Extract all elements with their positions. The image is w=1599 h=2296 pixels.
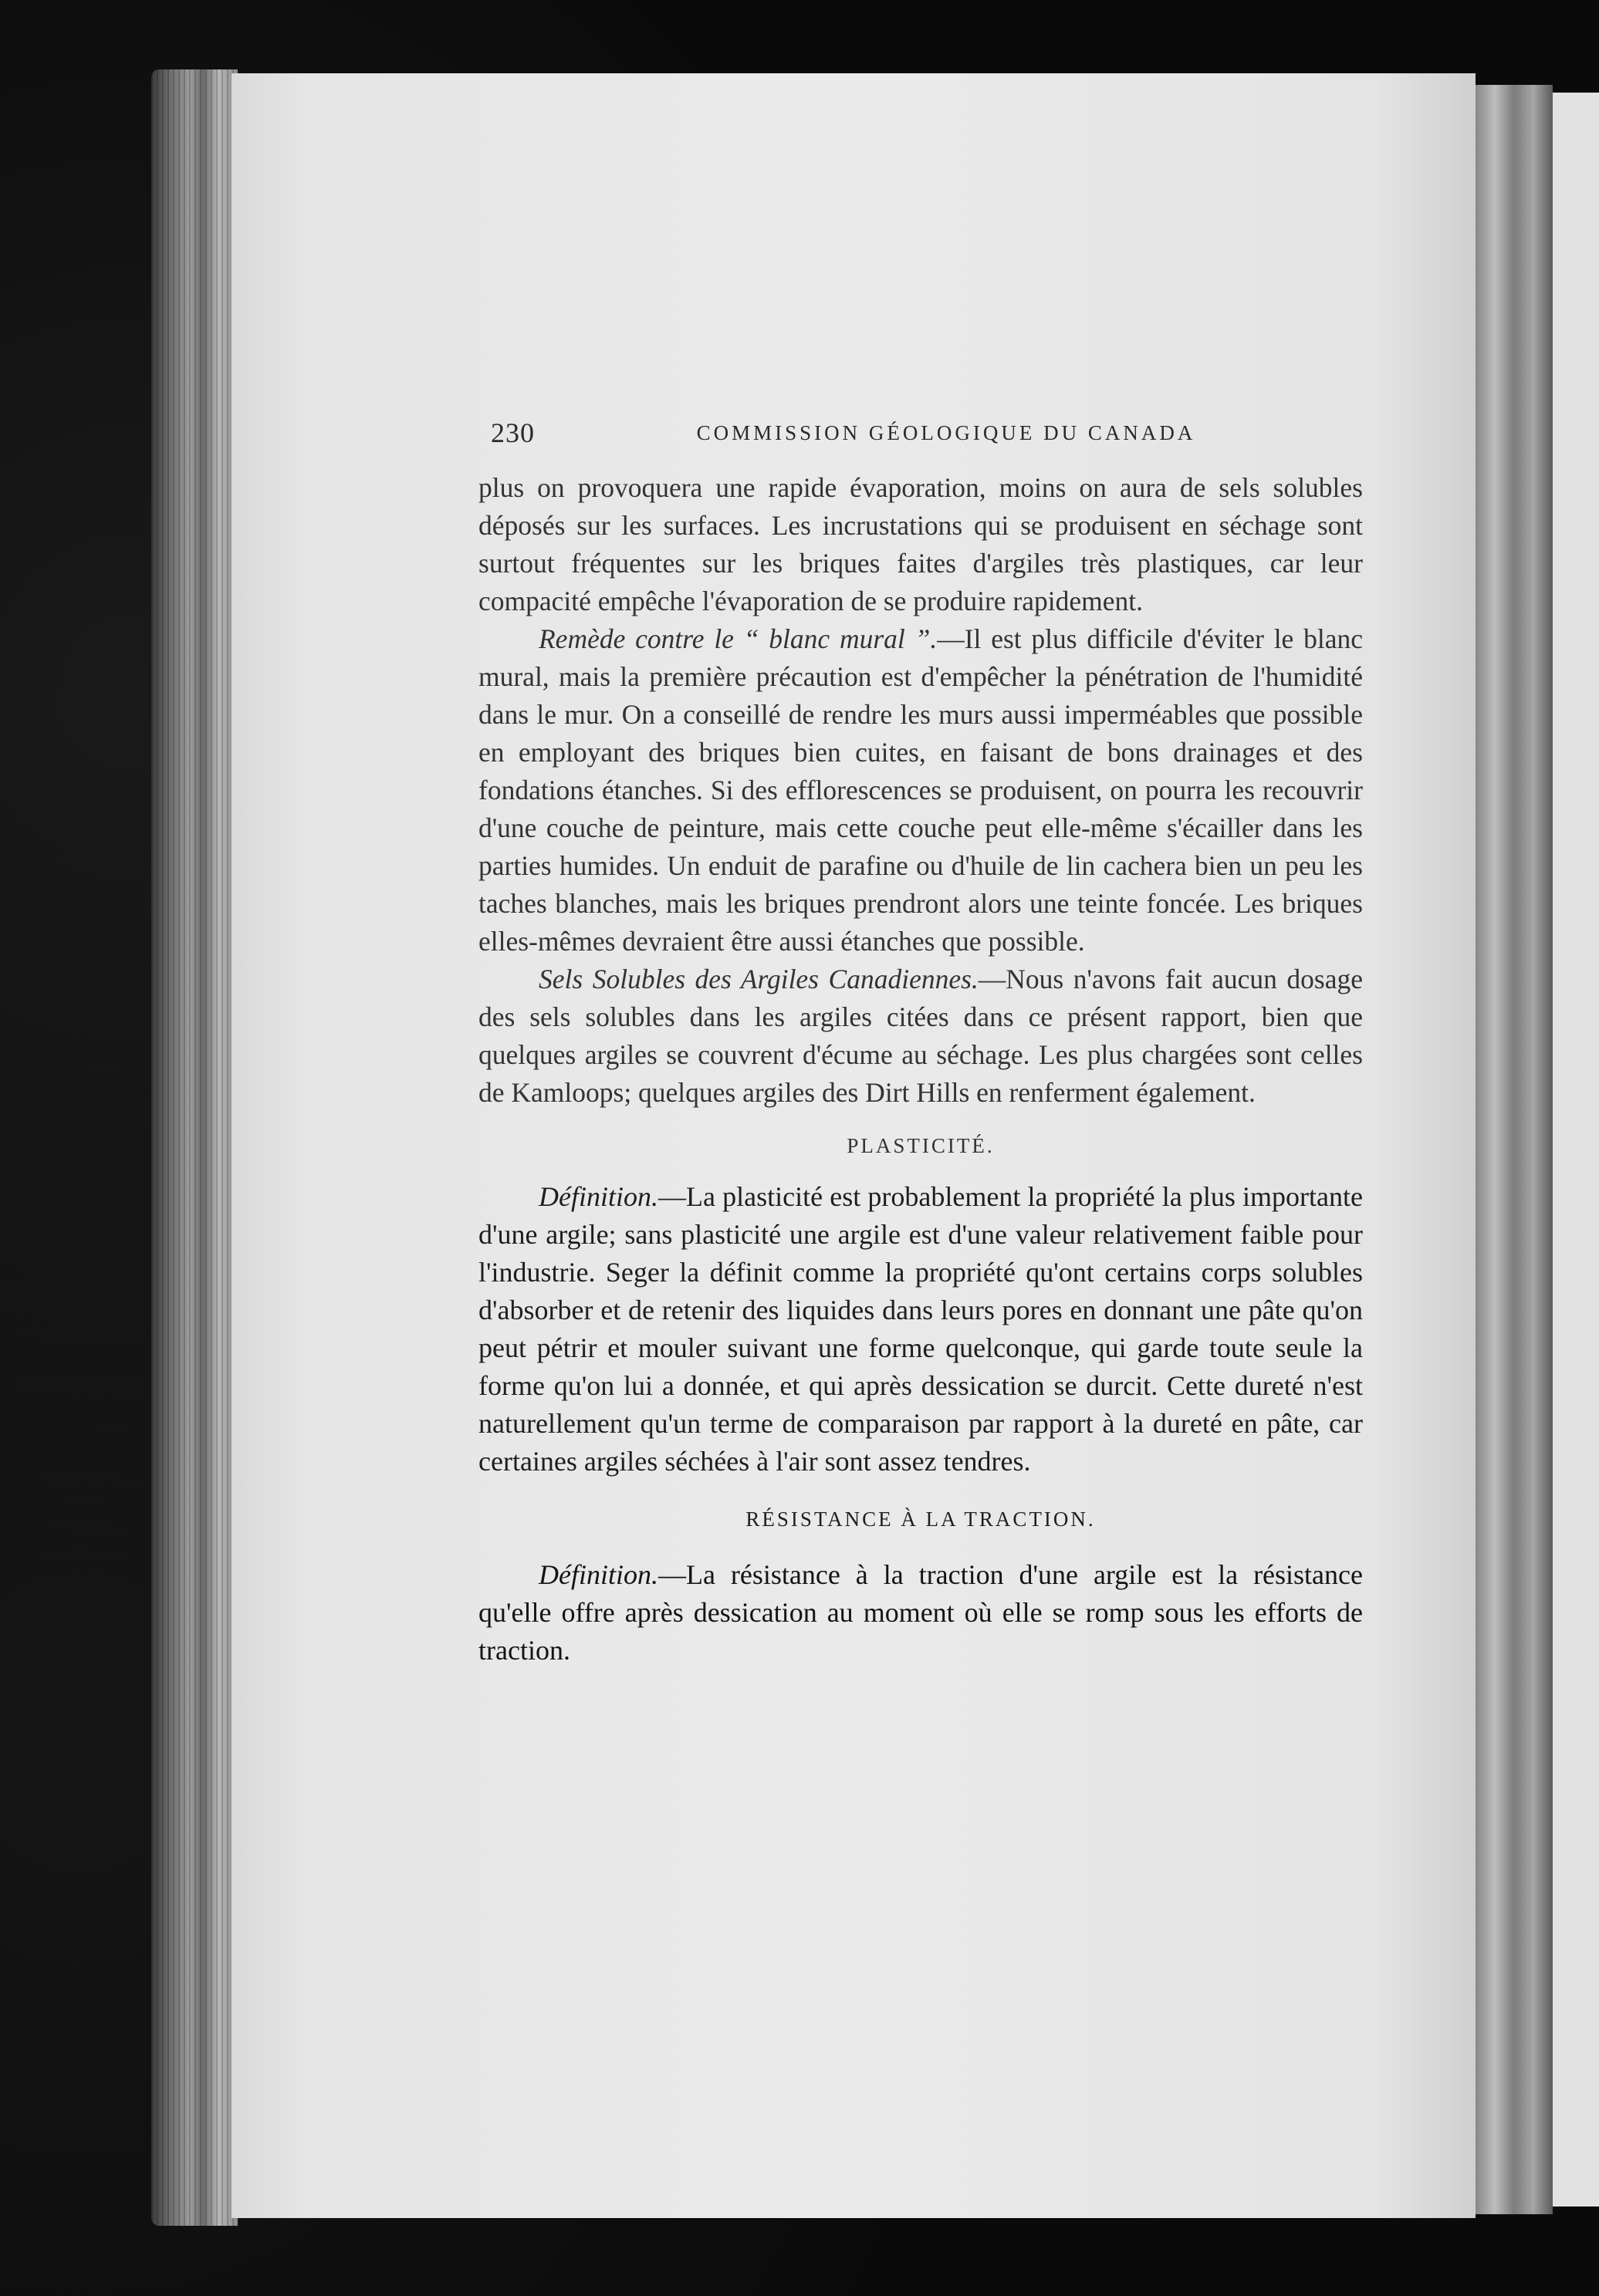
paragraph-text: —Il est plus difficile d'éviter le blanc mural, mais la première précaution est d'empêcher la pénétration de l'humidité dans le mur. On a conseillé de rendre les murs aussi imperméables que possible en employant des briques bien cuites, en faisant de bons drainages et des fondations étanches. Si des efflorescences se produisent, on pourra les recouvrir d'une couche de peinture, mais cette couche peut elle-même s'écailler dans les parties humides. Un enduit de parafine ou d'huile de lin cachera bien un peu les taches blanches, mais les briques prendront alors une teinte foncée. Les briques elles-mêmes devraient être aussi étanches que possible. [478,623,1363,957]
paragraph-text: plus on provoquera une rapide évaporation, moins on aura de sels solubles déposés sur les surfaces. Les incrustations qui se produisent en séchage sont surtout fréquentes sur les briques faites d'argiles très plastiques, car leur compacité empêche l'évaporation de se produire rapidement. [478,472,1363,616]
paragraph-evaporation [478,469,1363,620]
running-head: COMMISSION GÉOLOGIQUE DU CANADA [696,421,1196,444]
paragraph-plasticite-definition [478,1178,1363,1481]
facing-page-sliver [1553,93,1599,2207]
paragraph-sels-solubles [478,961,1363,1112]
paragraph-resistance-definition [478,1556,1363,1670]
paragraph-text: —La résistance à la traction d'une argile est la résistance qu'elle offre après dessication au moment où elle se romp sous les efforts de traction. [478,1559,1363,1666]
section-heading-plasticite: PLASTICITÉ. [847,1134,995,1157]
paragraph-lead-italic: Remède contre le “ blanc mural ”. [539,623,938,654]
paragraph-lead-italic: Définition. [539,1559,658,1590]
paragraph-text: —Nous n'avons fait aucun dosage des sels solubles dans les argiles citées dans ce présent rapport, bien que quelques argiles se couvrent d'écume au séchage. Les plus chargées sont celles de Kamloops; quelques argiles des Dirt Hills en renferment également. [478,964,1363,1108]
paragraph-lead-italic: Sels Solubles des Argiles Canadiennes. [539,964,979,994]
page-header [491,417,1371,457]
paragraph-remede [478,620,1363,961]
facing-page-edge [1476,85,1553,2214]
page-number: 230 [491,417,535,448]
paragraph-text: —La plasticité est probablement la propriété la plus importante d'une argile; sans plasticité une argile est d'une valeur relativement faible pour l'industrie. Seger la définit comme la propriété qu'ont certains corps solubles d'absorber et de retenir des liquides dans leurs pores en donnant une pâte qu'on peut pétrir et mouler suivant une forme quelconque, qui garde toute seule la forme qu'on lui a donnée, et qui après dessication se durcit. Cette dureté n'est naturellement qu'un terme de comparaison par rapport à la dureté en pâte, car certaines argiles séchées à l'air sont assez tendres. [478,1181,1363,1477]
section-heading-resistance: RÉSISTANCE À LA TRACTION. [745,1508,1096,1531]
body-text [478,469,1363,1670]
paragraph-lead-italic: Définition. [539,1181,658,1212]
book-binding-edge [151,69,238,2226]
